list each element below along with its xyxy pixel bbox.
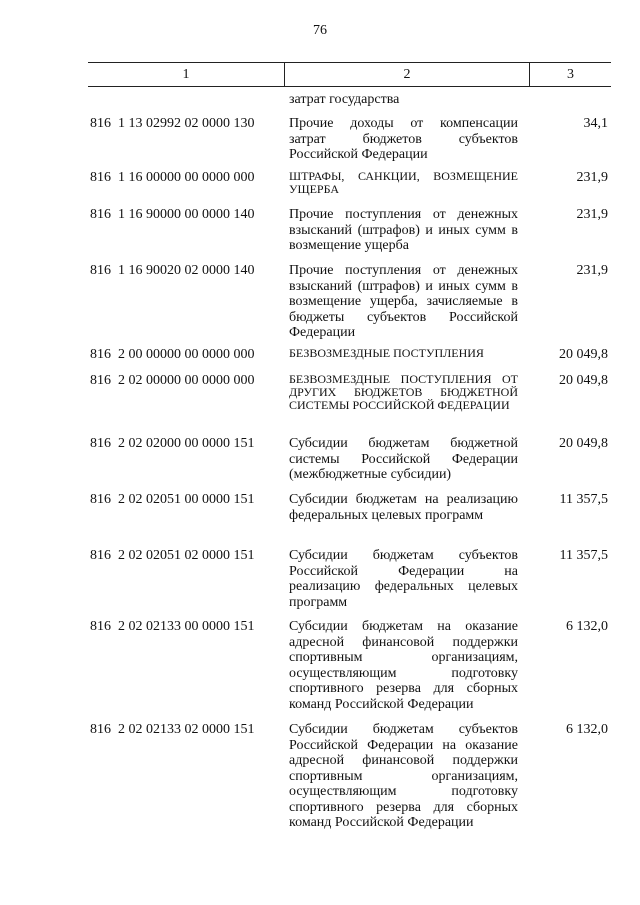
classification-code: 816 1 16 90020 02 0000 140 xyxy=(90,263,255,278)
income-name: Прочие доходы от компенсации затрат бюджетов субъектов Российской Федерации xyxy=(289,116,518,162)
amount: 11 357,5 xyxy=(559,548,608,563)
column-3-header: 3 xyxy=(567,67,574,82)
income-name: Прочие поступления от денежных взысканий (штрафов) и иных сумм в возмещение ущерба xyxy=(289,207,518,253)
amount: 34,1 xyxy=(583,116,608,131)
amount: 231,9 xyxy=(576,207,608,222)
classification-code: 816 2 02 02133 00 0000 151 xyxy=(90,619,255,634)
classification-code: 816 1 16 00000 00 0000 000 xyxy=(90,170,255,185)
classification-code: 816 2 02 00000 00 0000 000 xyxy=(90,373,255,388)
classification-code: 816 2 02 02051 00 0000 151 xyxy=(90,492,255,507)
column-2-header: 2 xyxy=(284,63,530,86)
income-name: затрат государства xyxy=(289,92,400,107)
amount: 231,9 xyxy=(576,170,608,185)
amount: 11 357,5 xyxy=(559,492,608,507)
amount: 6 132,0 xyxy=(566,619,608,634)
amount: 6 132,0 xyxy=(566,722,608,737)
income-name: ШТРАФЫ, САНКЦИИ, ВОЗМЕЩЕНИЕ УЩЕРБА xyxy=(289,169,518,196)
classification-code: 816 2 00 00000 00 0000 000 xyxy=(90,347,255,362)
income-name: Субсидии бюджетам на реализацию федеральных целевых программ xyxy=(289,492,518,523)
page-number: 76 xyxy=(313,23,327,38)
classification-code: 816 1 16 90000 00 0000 140 xyxy=(90,207,255,222)
amount: 231,9 xyxy=(576,263,608,278)
classification-code: 816 2 02 02133 02 0000 151 xyxy=(90,722,255,737)
income-name: Прочие поступления от денежных взысканий (штрафов) и иных сумм в возмещение ущерба, зачисляемые в бюджеты субъектов Российской Федерации xyxy=(289,263,518,340)
income-name: Субсидии бюджетам субъектов Российской Федерации на оказание адресной финансовой поддержки спортивным организациям, осуществляющим подготовку спортивного резерва для сборных команд Российской Федерации xyxy=(289,722,518,830)
amount: 20 049,8 xyxy=(559,436,608,451)
income-name: Субсидии бюджетам бюджетной системы Российской Федерации (межбюджетные субсидии) xyxy=(289,436,518,482)
income-name: Субсидии бюджетам субъектов Российской Федерации на реализацию федеральных целевых программ xyxy=(289,548,518,610)
column-1-header: 1 xyxy=(182,67,190,82)
income-name: Субсидии бюджетам на оказание адресной финансовой поддержки спортивным организациям, осуществляющим подготовку спортивного резерва для сборных команд Российской Федерации xyxy=(289,619,518,712)
classification-code: 816 1 13 02992 02 0000 130 xyxy=(90,116,255,131)
amount: 20 049,8 xyxy=(559,347,608,362)
income-name: БЕЗВОЗМЕЗДНЫЕ ПОСТУПЛЕНИЯ xyxy=(289,346,484,360)
income-name: БЕЗВОЗМЕЗДНЫЕ ПОСТУПЛЕНИЯ ОТ ДРУГИХ БЮДЖЕТОВ БЮДЖЕТНОЙ СИСТЕМЫ РОССИЙСКОЙ ФЕДЕРАЦИИ xyxy=(289,372,518,412)
classification-code: 816 2 02 02051 02 0000 151 xyxy=(90,548,255,563)
classification-code: 816 2 02 02000 00 0000 151 xyxy=(90,436,255,451)
amount: 20 049,8 xyxy=(559,373,608,388)
